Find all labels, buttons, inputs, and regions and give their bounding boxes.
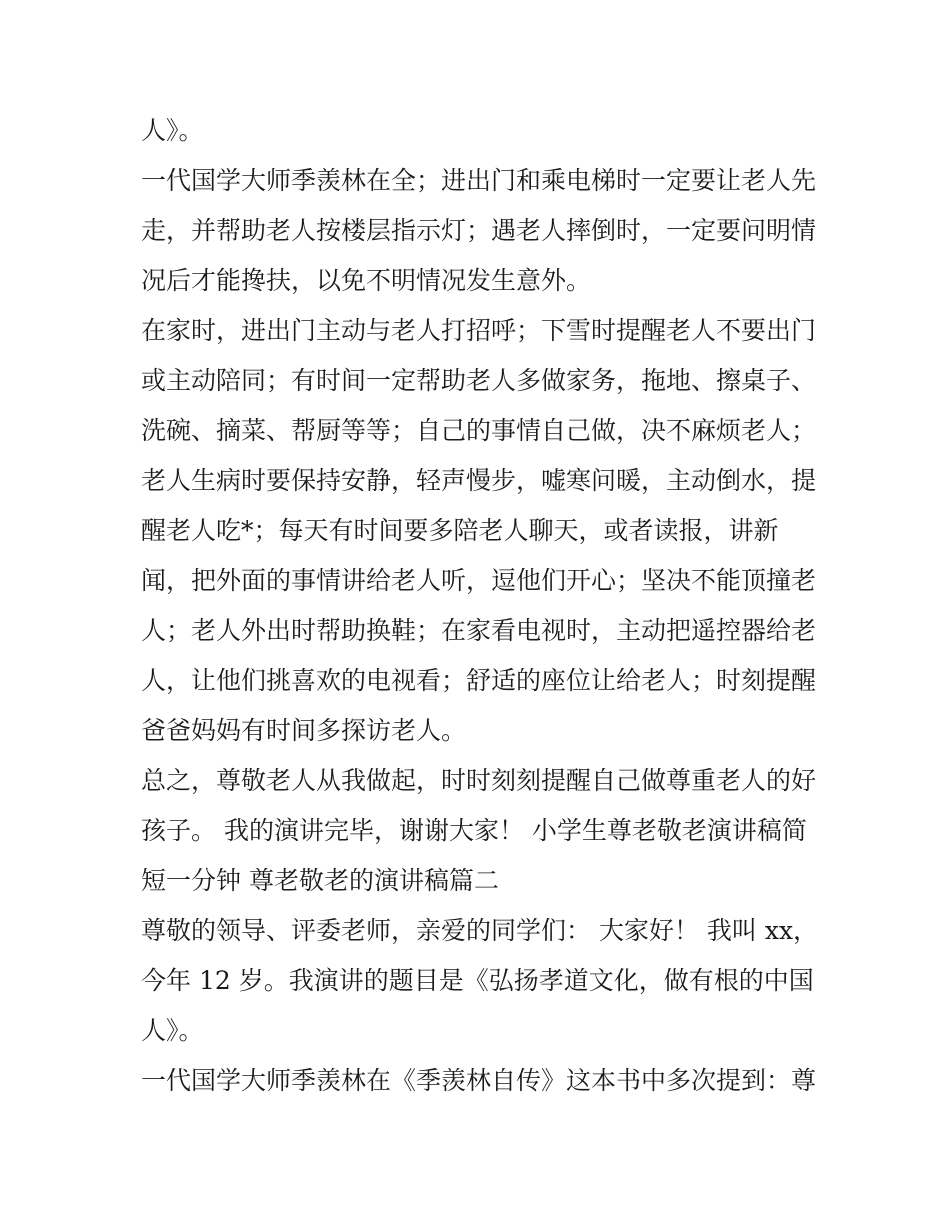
text-line: 孩子。 我的演讲完毕，谢谢大家！ 小学生尊老敬老演讲稿简 [141, 816, 807, 845]
text-line: 在家时，进出门主动与老人打招呼；下雪时提醒老人不要出门 [141, 316, 817, 345]
text-line: 尊敬的领导、评委老师，亲爱的同学们： 大家好！ 我叫 xx， [141, 916, 819, 945]
text-line: 一代国学大师季羡林在全；进出门和乘电梯时一定要让老人先 [141, 166, 817, 195]
text-line: 爸爸妈妈有时间多探访老人。 [141, 716, 467, 745]
text-line: 或主动陪同；有时间一定帮助老人多做家务，拖地、擦桌子、 [141, 366, 817, 395]
text-line: 人》。 [141, 1016, 204, 1045]
document-body [141, 106, 821, 1106]
text-line: 况后才能搀扶，以免不明情况发生意外。 [141, 266, 592, 295]
text-line: 醒老人吃*；每天有时间要多陪老人聊天，或者读报，讲新 [141, 516, 779, 545]
text-line: 一代国学大师季羡林在《季羡林自传》这本书中多次提到：尊 [141, 1066, 817, 1095]
text-line: 闻，把外面的事情讲给老人听，逗他们开心；坚决不能顶撞老 [141, 566, 817, 595]
text-line: 总之，尊敬老人从我做起，时时刻刻提醒自己做尊重老人的好 [141, 766, 817, 795]
text-line: 人》。 [141, 116, 204, 145]
text-line: 走，并帮助老人按楼层指示灯；遇老人摔倒时，一定要问明情 [141, 216, 817, 245]
text-line: 人；老人外出时帮助换鞋；在家看电视时，主动把遥控器给老 [141, 616, 817, 645]
text-line: 人，让他们挑喜欢的电视看；舒适的座位让给老人；时刻提醒 [141, 666, 817, 695]
text-line: 洗碗、摘菜、帮厨等等；自己的事情自己做，决不麻烦老人； [141, 416, 817, 445]
text-line: 老人生病时要保持安静，轻声慢步，嘘寒问暖，主动倒水，提 [141, 466, 817, 495]
text-line: 短一分钟 尊老敬老的演讲稿篇二 [141, 866, 499, 895]
text-line: 今年 12 岁。我演讲的题目是《弘扬孝道文化，做有根的中国 [141, 966, 814, 995]
